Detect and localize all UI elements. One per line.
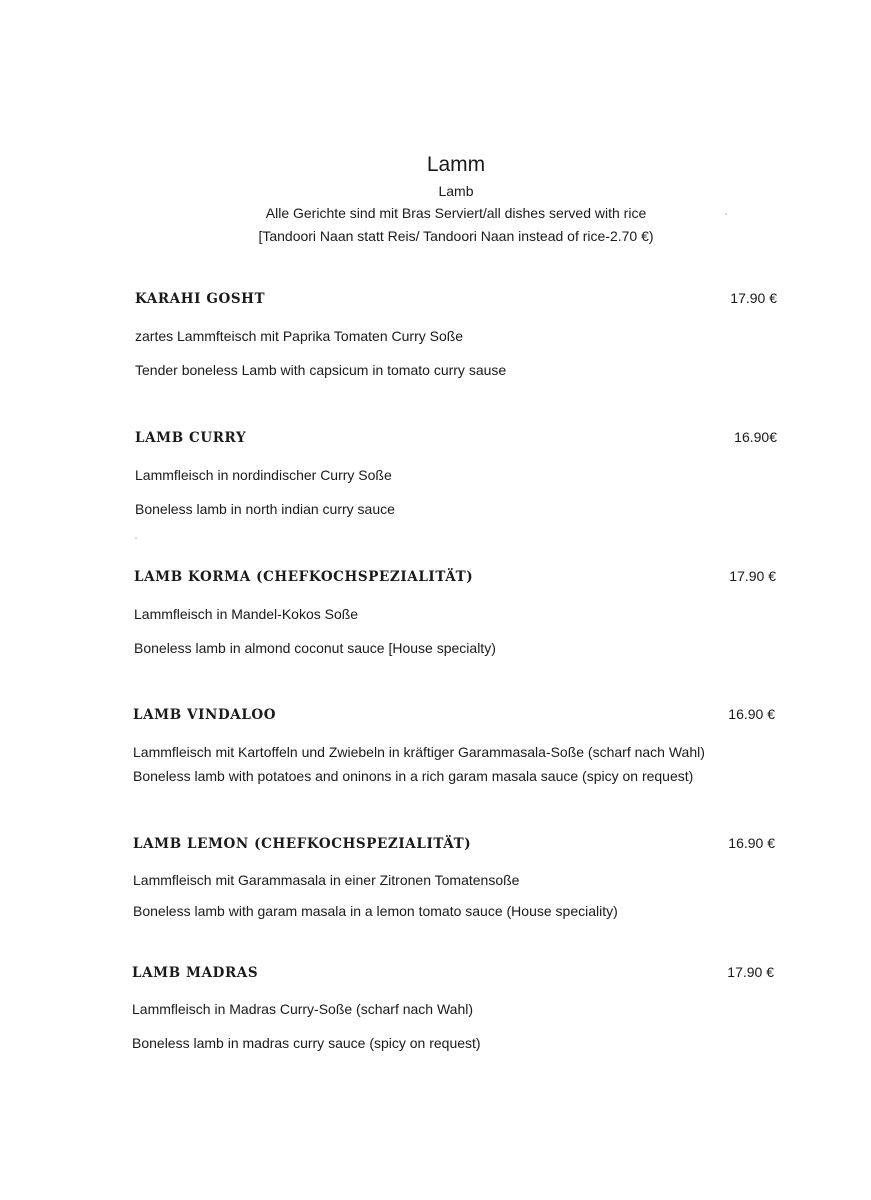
dish-price: 16.90€ [734, 429, 777, 445]
dish-price: 16.90 € [728, 706, 775, 722]
dish-description-de: zartes Lammfteisch mit Paprika Tomaten Curry Soße [135, 328, 464, 344]
menu-item-head [134, 568, 776, 590]
dish-description-de: Lammfleisch in Madras Curry-Soße (scharf nach Wahl) [132, 1001, 474, 1017]
menu-item-karahi-gosht [135, 290, 777, 380]
menu-item-lamb-madras [132, 964, 774, 1053]
dish-name: LAMB KORMA (CHEFKOCHSPEZIALITÄT) [134, 569, 474, 585]
menu-item-lamb-curry [135, 429, 777, 519]
scan-speck [135, 537, 137, 539]
menu-item-head [135, 429, 777, 451]
dish-name: LAMB MADRAS [132, 965, 259, 981]
dish-description-de: Lammfleisch mit Kartoffeln und Zwiebeln in kräftiger Garammasala-Soße (scharf nach Wahl) [133, 744, 705, 760]
scan-speck [725, 213, 727, 215]
dish-description-en: Boneless lamb with garam masala in a lemon tomato sauce (House speciality) [133, 903, 618, 919]
page-subtitle: Lamb [438, 183, 474, 199]
dish-price: 17.90 € [727, 964, 774, 980]
naan-note: [Tandoori Naan statt Reis/ Tandoori Naan instead of rice-2.70 €) [258, 228, 654, 244]
rice-note: Alle Gerichte sind mit Bras Serviert/all dishes served with rice [265, 205, 647, 221]
menu-header [0, 150, 871, 248]
menu-item-head [133, 835, 775, 857]
dish-name: KARAHI GOSHT [135, 291, 266, 307]
dish-name: LAMB LEMON (CHEFKOCHSPEZIALITÄT) [133, 836, 472, 852]
dish-description-de: Lammfleisch mit Garammasala in einer Zitronen Tomatensoße [133, 872, 520, 888]
menu-item-lamb-lemon [133, 835, 775, 921]
dish-description-en: Boneless lamb in north indian curry sauce [135, 501, 395, 517]
dish-price: 17.90 € [730, 290, 777, 306]
dish-name: LAMB VINDALOO [133, 707, 277, 723]
dish-description-en: Boneless lamb in madras curry sauce (spicy on request) [132, 1035, 481, 1051]
dish-price: 17.90 € [729, 568, 776, 584]
dish-name: LAMB CURRY [135, 430, 247, 446]
dish-description-en: Boneless lamb with potatoes and oninons in a rich garam masala sauce (spicy on request) [133, 768, 694, 784]
page-title: Lamm [426, 153, 486, 176]
dish-description-en: Tender boneless Lamb with capsicum in tomato curry sause [135, 362, 507, 378]
menu-item-head [132, 964, 774, 986]
dish-description-en: Boneless lamb in almond coconut sauce [House specialty) [134, 640, 496, 656]
dish-description-de: Lammfleisch in nordindischer Curry Soße [135, 467, 392, 483]
menu-item-lamb-korma [134, 568, 776, 658]
menu-item-head [135, 290, 777, 312]
dish-price: 16.90 € [728, 835, 775, 851]
menu-item-lamb-vindaloo [133, 706, 775, 786]
menu-item-head [133, 706, 775, 728]
dish-description-de: Lammfleisch in Mandel-Kokos Soße [134, 606, 359, 622]
